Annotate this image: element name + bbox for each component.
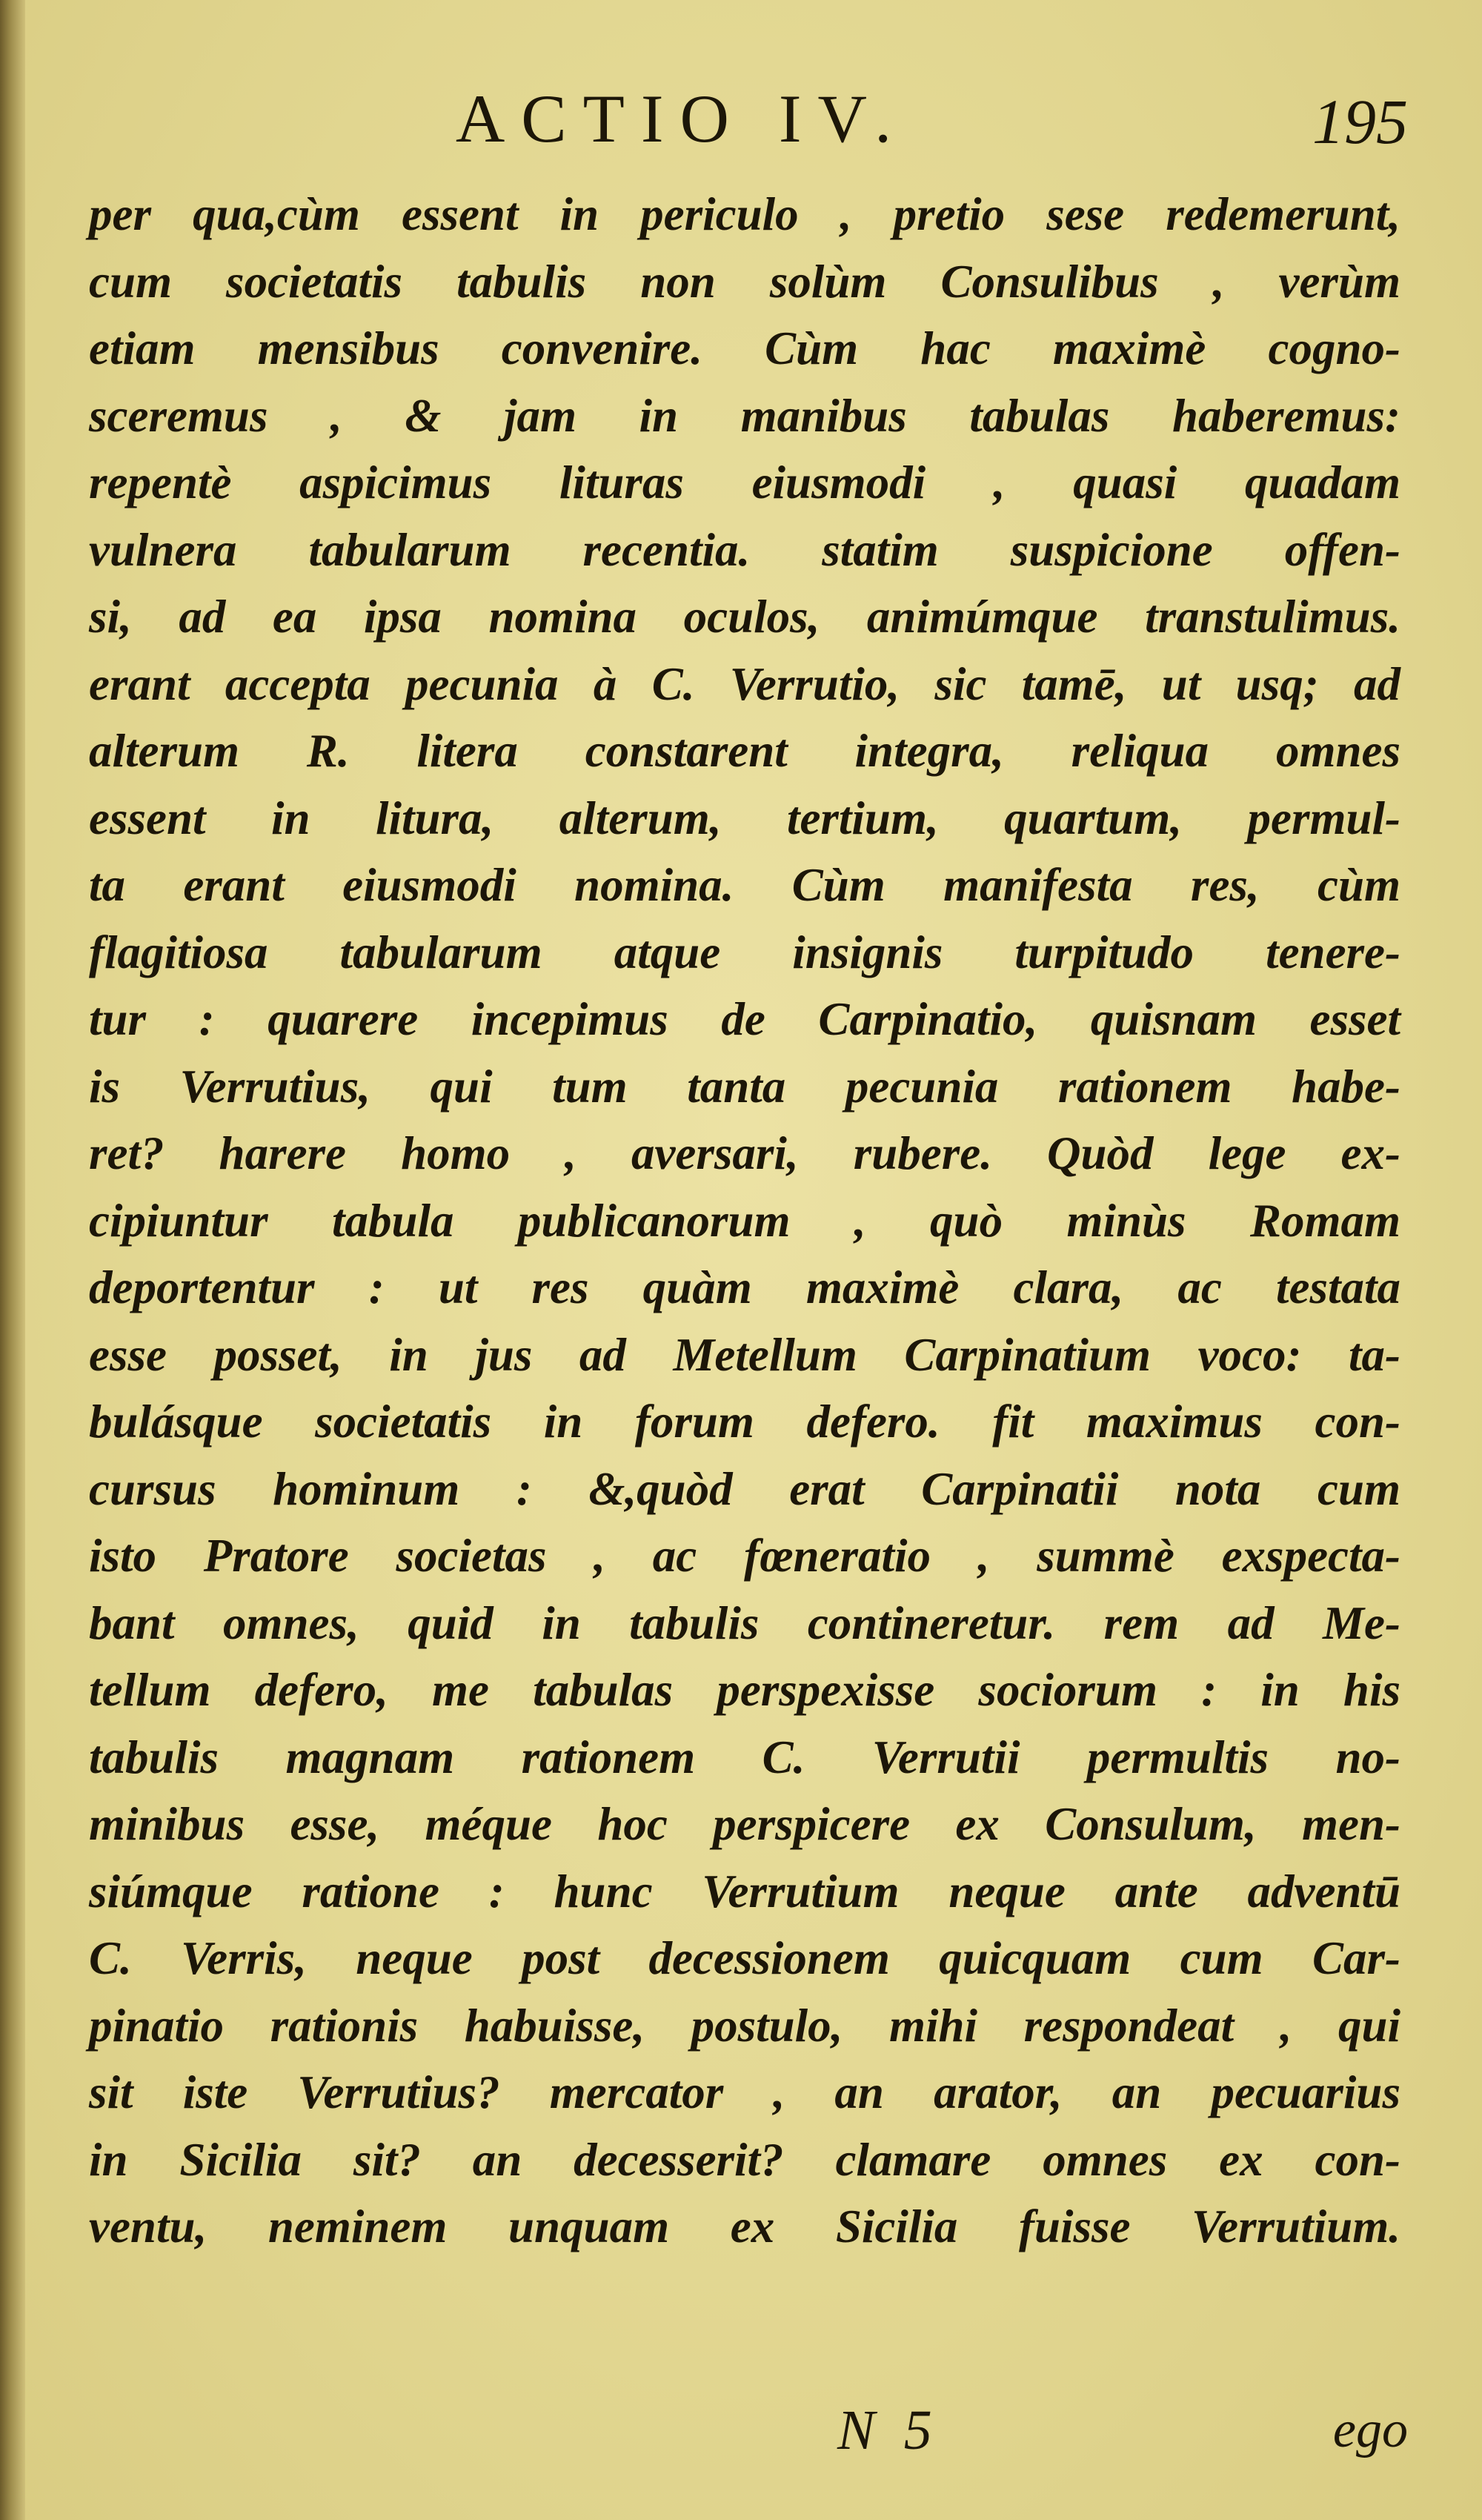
- text-line: esse posset, in jus ad Metellum Carpinatium voco: ta-: [89, 1328, 1400, 1381]
- text-line: cum societatis tabulis non solùm Consulibus , verùm: [89, 255, 1400, 308]
- running-head: ACTIO IV.: [455, 81, 908, 156]
- text-line: minibus esse, méque hoc perspicere ex Consulum, men-: [89, 1798, 1400, 1850]
- page-footer: [0, 2390, 1482, 2471]
- page-binding-edge: [0, 0, 25, 2520]
- text-line: ta erant eiusmodi nomina. Cùm manifesta res, cùm: [89, 859, 1400, 911]
- text-line: tabulis magnam rationem C. Verrutii permultis no-: [89, 1731, 1400, 1783]
- text-line: cipiuntur tabula publicanorum , quò minùs Romam: [89, 1194, 1400, 1247]
- text-line: in Sicilia sit? an decesserit? clamare omnes ex con-: [89, 2133, 1400, 2186]
- catchword: ego: [1332, 2401, 1408, 2458]
- text-line: is Verrutius, qui tum tanta pecunia rationem habe-: [89, 1060, 1400, 1113]
- text-line: pinatio rationis habuisse, postulo, mihi respondeat , qui: [89, 1999, 1400, 2052]
- text-line: sit iste Verrutius? mercator , an arator, an pecuarius: [89, 2066, 1400, 2118]
- text-line: vulnera tabularum recentia. statim suspicione offen-: [89, 523, 1400, 576]
- text-line: si, ad ea ipsa nomina oculos, animúmque transtulimus.: [89, 591, 1400, 643]
- text-line: bulásque societatis in forum defero. fit maximus con-: [89, 1396, 1400, 1448]
- page-number: 195: [1312, 86, 1408, 157]
- text-line: etiam mensibus convenire. Cùm hac maximè cogno-: [89, 322, 1400, 374]
- text-line: C. Verris, neque post decessionem quicquam cum Car-: [89, 1932, 1400, 1984]
- signature-mark: N 5: [837, 2399, 940, 2461]
- text-line: repentè aspicimus lituras eiusmodi , quasi quadam: [89, 457, 1400, 508]
- text-line: cursus hominum : &,quòd erat Carpinatii nota cum: [89, 1462, 1400, 1515]
- text-line: siúmque ratione : hunc Verrutium neque ante adventū: [89, 1865, 1400, 1917]
- text-line: essent in litura, alterum, tertium, quartum, permul-: [89, 792, 1400, 844]
- page-header: [0, 74, 1482, 163]
- text-line: per qua,cùm essent in periculo , pretio sese redemerunt,: [89, 188, 1400, 240]
- text-line: ventu, neminem unquam ex Sicilia fuisse Verrutium.: [89, 2201, 1400, 2252]
- text-line: deportentur : ut res quàm maximè clara, ac testata: [89, 1261, 1400, 1313]
- text-line: isto Pratore societas , ac fœneratio , summè exspecta-: [89, 1530, 1400, 1582]
- text-line: tellum defero, me tabulas perspexisse sociorum : in his: [89, 1664, 1400, 1716]
- text-line: ret? harere homo , aversari, rubere. Quòd lege ex-: [89, 1127, 1400, 1179]
- text-line: bant omnes, quid in tabulis contineretur. rem ad Me-: [89, 1596, 1400, 1649]
- text-line: erant accepta pecunia à C. Verrutio, sic tamē, ut usq; ad: [89, 657, 1400, 710]
- text-line: tur : quarere incepimus de Carpinatio, quisnam esset: [89, 993, 1400, 1045]
- text-line: flagitiosa tabularum atque insignis turpitudo tenere-: [89, 926, 1400, 978]
- text-line: alterum R. litera constarent integra, reliqua omnes: [89, 725, 1400, 777]
- body-text: [89, 181, 1400, 2261]
- text-line: sceremus , & jam in manibus tabulas haberemus:: [89, 389, 1400, 442]
